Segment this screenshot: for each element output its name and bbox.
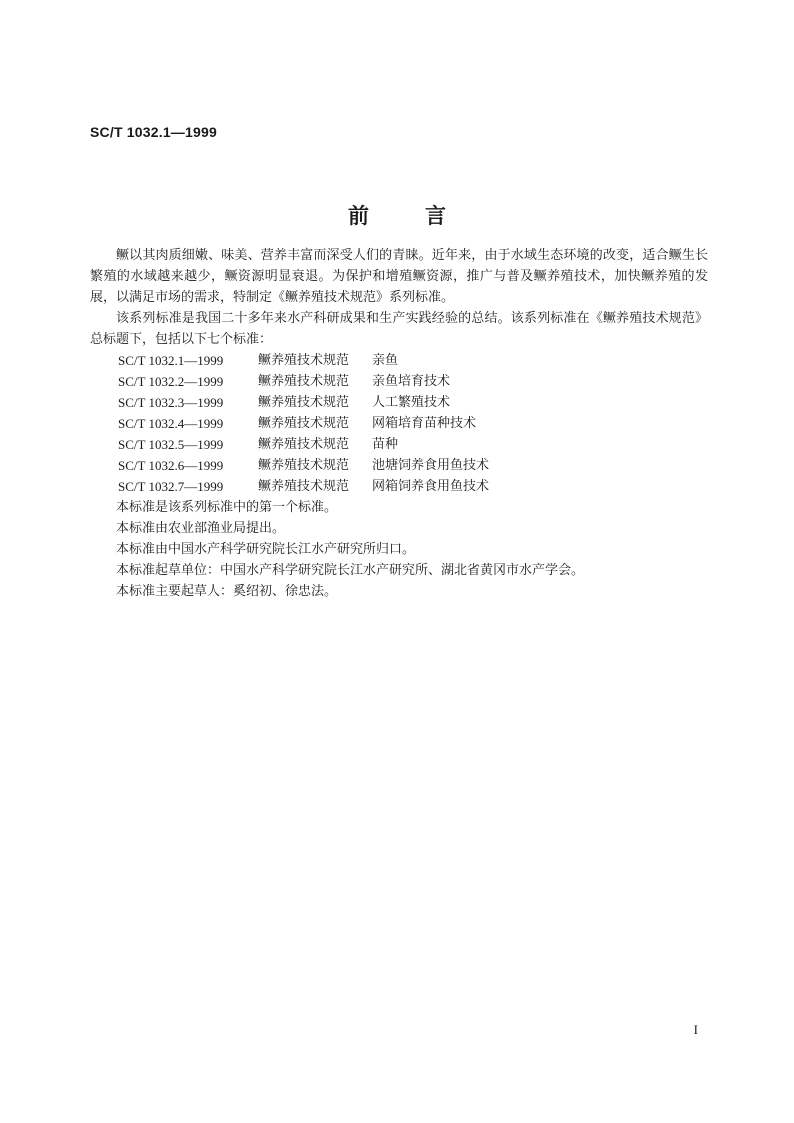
list-item — [90, 413, 708, 434]
standard-series: 鳜养殖技术规范 — [258, 416, 350, 431]
list-item — [90, 371, 708, 392]
standard-topic: 人工繁殖技术 — [372, 395, 451, 410]
paragraph-drafting-units: 本标准起草单位：中国水产科学研究院长江水产研究所、湖北省黄冈市水产学会。 — [116, 563, 585, 578]
standard-series: 鳜养殖技术规范 — [258, 374, 350, 389]
list-item — [90, 455, 708, 476]
standard-topic: 亲鱼 — [372, 353, 399, 368]
standard-series: 鳜养殖技术规范 — [258, 458, 350, 473]
standards-list — [90, 350, 708, 497]
standard-number: SC/T 1032.6—1999 — [118, 458, 224, 473]
standard-number: SC/T 1032.4—1999 — [118, 416, 224, 431]
standard-series: 鳜养殖技术规范 — [258, 437, 350, 452]
list-item — [90, 392, 708, 413]
list-item — [90, 476, 708, 497]
standard-code: SC/T 1032.1—1999 — [90, 124, 217, 140]
standard-topic: 池塘饲养食用鱼技术 — [372, 458, 490, 473]
standard-series: 鳜养殖技术规范 — [258, 479, 350, 494]
paragraph-series: 该系列标准是我国二十多年来水产科研成果和生产实践经验的总结。该系列标准在《鳜养殖技术规范》总标题下，包括以下七个标准： — [90, 311, 708, 347]
standard-topic: 苗种 — [372, 437, 399, 452]
standard-number: SC/T 1032.2—1999 — [118, 374, 224, 389]
paragraph-drafters: 本标准主要起草人：奚绍初、徐忠法。 — [116, 584, 338, 599]
standard-number: SC/T 1032.5—1999 — [118, 437, 224, 452]
standard-number: SC/T 1032.7—1999 — [118, 479, 224, 494]
standard-series: 鳜养殖技术规范 — [258, 353, 350, 368]
paragraph-first-standard: 本标准是该系列标准中的第一个标准。 — [116, 500, 338, 515]
standard-topic: 亲鱼培育技术 — [372, 374, 451, 389]
paragraph-proposer: 本标准由农业部渔业局提出。 — [116, 521, 286, 536]
standard-topic: 网箱饲养食用鱼技术 — [372, 479, 490, 494]
standard-number: SC/T 1032.3—1999 — [118, 395, 224, 410]
page-number: I — [693, 1022, 698, 1037]
list-item — [90, 350, 708, 371]
standard-series: 鳜养殖技术规范 — [258, 395, 350, 410]
paragraph-administrator: 本标准由中国水产科学研究院长江水产研究所归口。 — [116, 542, 416, 557]
standard-topic: 网箱培育苗种技术 — [372, 416, 477, 431]
page-title: 前言 — [348, 203, 502, 228]
paragraph-intro: 鳜以其肉质细嫩、味美、营养丰富而深受人们的青睐。近年来，由于水域生态环境的改变，适合鳜生长繁殖的水域越来越少，鳜资源明显衰退。为保护和增殖鳜资源，推广与普及鳜养殖技术，加快鳜养殖的发展，以满足市场的需求，特制定《鳜养殖技术规范》系列标准。 — [90, 248, 708, 305]
list-item — [90, 434, 708, 455]
document-body — [90, 245, 708, 602]
standard-number: SC/T 1032.1—1999 — [118, 353, 224, 368]
